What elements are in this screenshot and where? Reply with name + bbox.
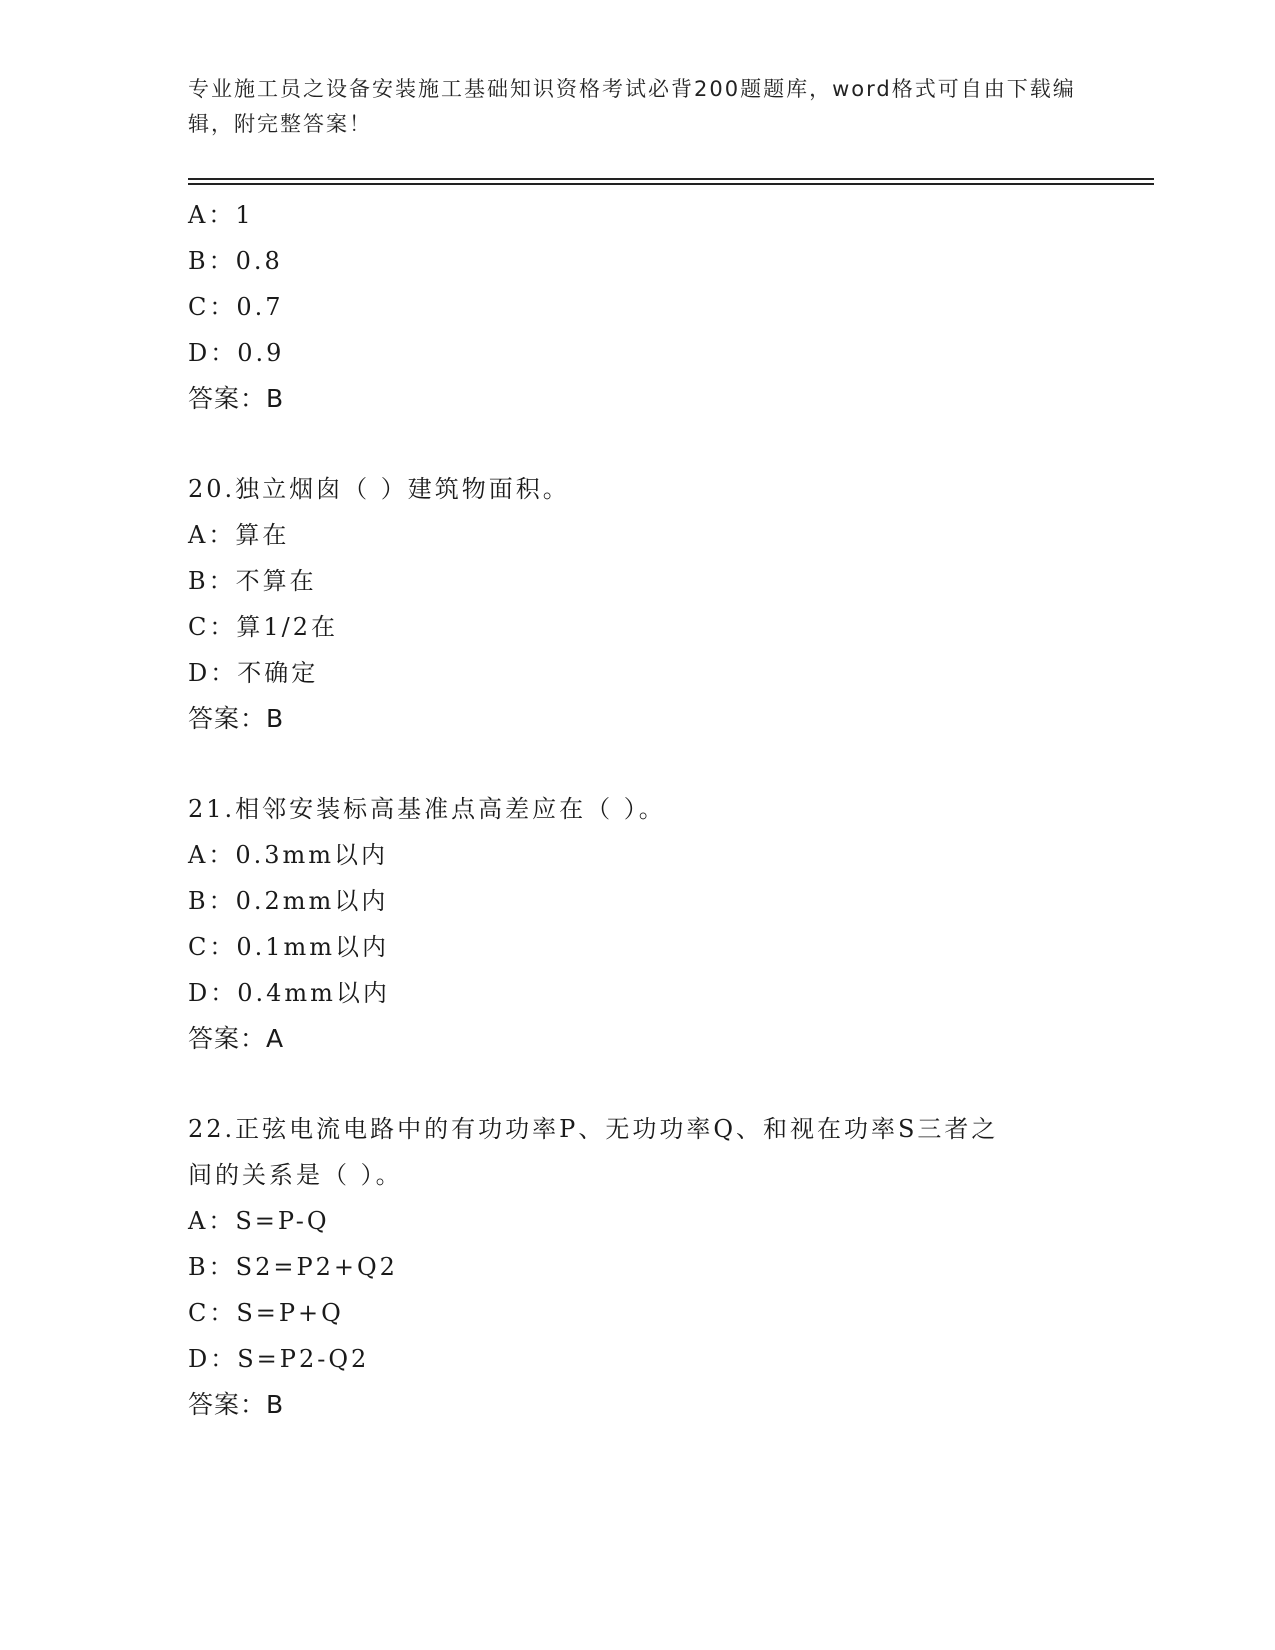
option-d: D：S=P2-Q2 xyxy=(188,1345,370,1373)
option-b: B：0.2mm以内 xyxy=(188,887,389,915)
question-19-continued xyxy=(188,192,1088,422)
option-c: C：算1/2在 xyxy=(188,613,338,641)
option-b: B：0.8 xyxy=(188,247,283,275)
question-20 xyxy=(188,466,1088,742)
answer: 答案：B xyxy=(188,704,285,733)
document-title: 专业施工员之设备安装施工基础知识资格考试必背200题题库，word格式可自由下载编辑，附完整答案！ xyxy=(188,77,1076,136)
option-a: A：1 xyxy=(188,201,254,229)
question-text-line-2: 间的关系是（ ）。 xyxy=(188,1161,403,1189)
option-d: D：0.9 xyxy=(188,339,285,367)
option-a: A：0.3mm以内 xyxy=(188,841,389,869)
option-d: D：不确定 xyxy=(188,659,319,687)
question-text-line-1: 22.正弦电流电路中的有功功率P、无功功率Q、和视在功率S三者之 xyxy=(188,1115,999,1143)
question-22 xyxy=(188,1106,1088,1428)
option-a: A：算在 xyxy=(188,521,290,549)
option-c: C：0.7 xyxy=(188,293,284,321)
document-header xyxy=(188,72,1078,142)
header-rule-top xyxy=(188,178,1154,180)
answer: 答案：A xyxy=(188,1024,285,1053)
option-b: B：S2=P2+Q2 xyxy=(188,1253,398,1281)
answer: 答案：B xyxy=(188,384,285,413)
option-a: A：S=P-Q xyxy=(188,1207,330,1235)
question-21 xyxy=(188,786,1088,1062)
question-text: 20.独立烟囱（ ）建筑物面积。 xyxy=(188,475,570,503)
option-c: C：0.1mm以内 xyxy=(188,933,390,961)
option-c: C：S=P+Q xyxy=(188,1299,344,1327)
option-d: D：0.4mm以内 xyxy=(188,979,390,1007)
question-list xyxy=(188,192,1088,1428)
answer: 答案：B xyxy=(188,1390,285,1419)
question-text: 21.相邻安装标高基准点高差应在（ ）。 xyxy=(188,795,666,823)
option-b: B：不算在 xyxy=(188,567,317,595)
header-rule-bottom xyxy=(188,183,1154,185)
